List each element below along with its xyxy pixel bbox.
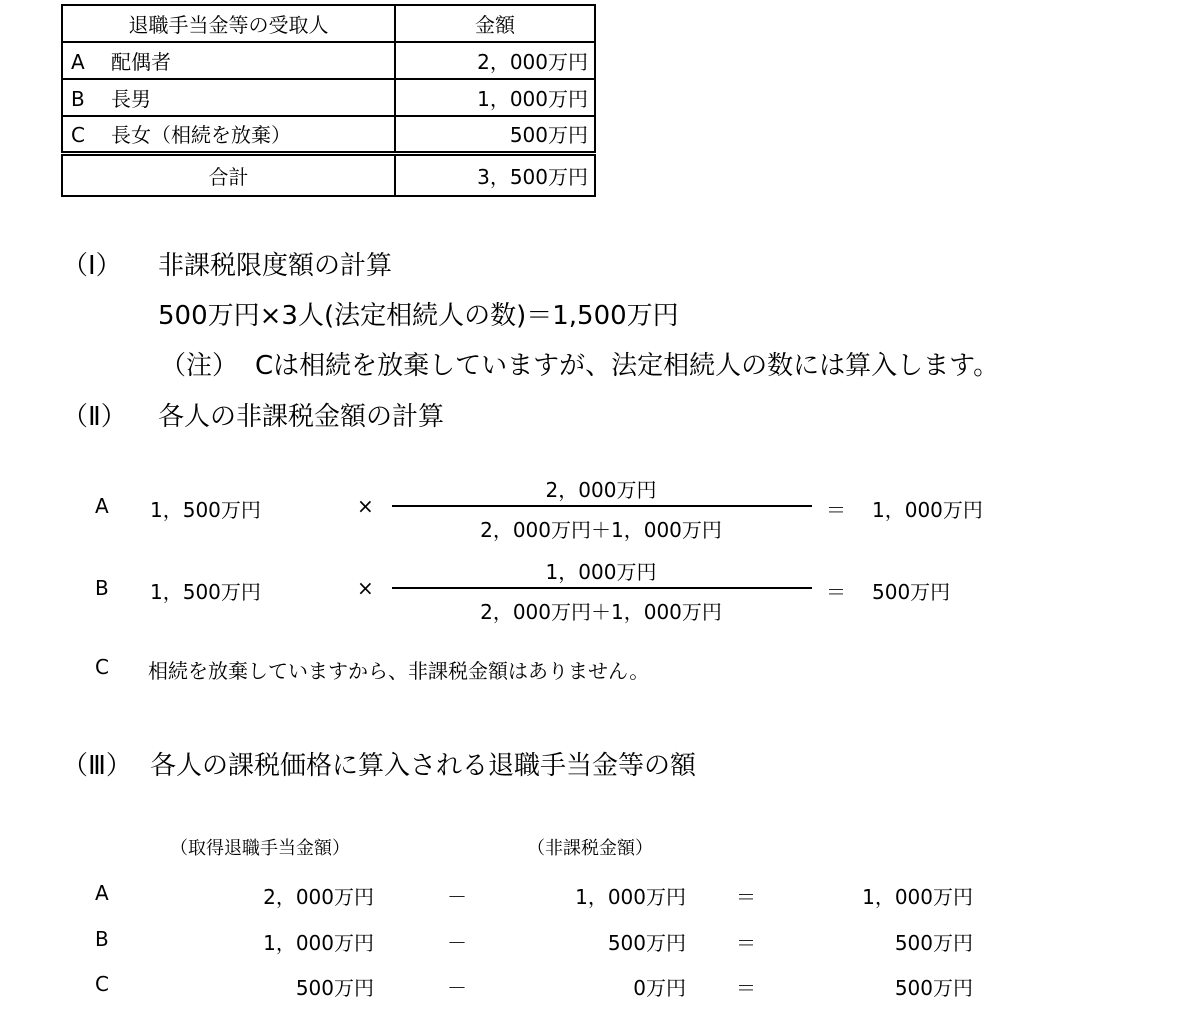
acquired-amount: 500万円 bbox=[295, 976, 374, 1000]
header-amount: 金額 bbox=[395, 5, 595, 42]
calc-letter: A bbox=[95, 494, 109, 518]
recipient-cell bbox=[62, 79, 395, 116]
amount-cell: 1，000万円 bbox=[395, 79, 595, 116]
minus-sign: － bbox=[447, 931, 467, 955]
column-header-acquired: （取得退職手当金額） bbox=[170, 838, 350, 859]
taxable-amount: 1，000万円 bbox=[862, 885, 973, 909]
recipient-name: 長女（相続を放棄） bbox=[111, 123, 291, 148]
section2-heading-number: （Ⅱ） bbox=[62, 402, 127, 432]
times-sign: × bbox=[357, 576, 374, 600]
recipient-letter: C bbox=[71, 123, 85, 148]
recipient-letter: A bbox=[71, 50, 85, 74]
section3-heading-number: （Ⅲ） bbox=[62, 751, 132, 781]
recipient-name: 長男 bbox=[111, 87, 151, 111]
acquired-amount: 2，000万円 bbox=[263, 885, 374, 909]
section1-heading: 非課税限度額の計算 bbox=[158, 251, 393, 281]
calc-letter: B bbox=[95, 576, 109, 600]
calc-letter: C bbox=[95, 655, 109, 679]
section1-formula: 500万円×3人(法定相続人の数)＝1,500万円 bbox=[158, 301, 679, 331]
section1-note-text: Cは相続を放棄していますが、法定相続人の数には算入します。 bbox=[255, 351, 1000, 381]
recipient-cell bbox=[62, 42, 395, 79]
minus-sign: － bbox=[447, 976, 467, 1000]
header-recipient: 退職手当金等の受取人 bbox=[62, 5, 395, 42]
recipients-table bbox=[61, 4, 596, 197]
amount-cell: 500万円 bbox=[395, 116, 595, 153]
fraction-line bbox=[392, 505, 812, 507]
section1-heading-number: （Ⅰ） bbox=[62, 251, 122, 281]
exempt-amount: 1，000万円 bbox=[575, 885, 686, 909]
column-header-exempt: （非課税金額） bbox=[527, 838, 653, 859]
exempt-amount: 500万円 bbox=[607, 931, 686, 955]
fraction-denominator: 2，000万円＋1，000万円 bbox=[480, 518, 722, 542]
table-row bbox=[62, 116, 595, 153]
table-header-row bbox=[62, 5, 595, 42]
table-row bbox=[62, 42, 595, 79]
amount-cell: 2，000万円 bbox=[395, 42, 595, 79]
recipient-letter: B bbox=[71, 87, 85, 111]
equals-sign: ＝ bbox=[736, 976, 756, 1000]
exempt-amount: 0万円 bbox=[633, 976, 686, 1000]
fraction-line bbox=[392, 587, 812, 589]
result-letter: A bbox=[95, 881, 109, 905]
calc-c-text: 相続を放棄していますから、非課税金額はありません。 bbox=[148, 659, 650, 683]
recipient-name: 配偶者 bbox=[111, 50, 171, 74]
table-total-row bbox=[62, 153, 595, 196]
section2-heading: 各人の非課税金額の計算 bbox=[158, 402, 445, 432]
fraction-denominator: 2，000万円＋1，000万円 bbox=[480, 600, 722, 624]
equals-sign: ＝ bbox=[736, 931, 756, 955]
equals-sign: ＝ bbox=[826, 498, 846, 522]
acquired-amount: 1，000万円 bbox=[263, 931, 374, 955]
total-amount: 3，500万円 bbox=[395, 153, 595, 196]
fraction-numerator: 2，000万円 bbox=[545, 478, 657, 502]
minus-sign: － bbox=[447, 885, 467, 909]
calc-base: 1，500万円 bbox=[150, 498, 261, 522]
table-row bbox=[62, 79, 595, 116]
result-letter: B bbox=[95, 927, 109, 951]
fraction-numerator: 1，000万円 bbox=[545, 560, 657, 584]
equals-sign: ＝ bbox=[736, 885, 756, 909]
calc-base: 1，500万円 bbox=[150, 580, 261, 604]
equals-sign: ＝ bbox=[826, 580, 846, 604]
taxable-amount: 500万円 bbox=[894, 976, 973, 1000]
result-letter: C bbox=[95, 972, 109, 996]
taxable-amount: 500万円 bbox=[894, 931, 973, 955]
section3-heading: 各人の課税価格に算入される退職手当金等の額 bbox=[150, 751, 697, 781]
recipient-cell bbox=[62, 116, 395, 153]
total-label: 合計 bbox=[62, 153, 395, 196]
section1-note-label: （注） bbox=[160, 351, 239, 381]
times-sign: × bbox=[357, 494, 374, 518]
calc-result: 500万円 bbox=[872, 580, 951, 604]
calc-result: 1，000万円 bbox=[872, 498, 983, 522]
